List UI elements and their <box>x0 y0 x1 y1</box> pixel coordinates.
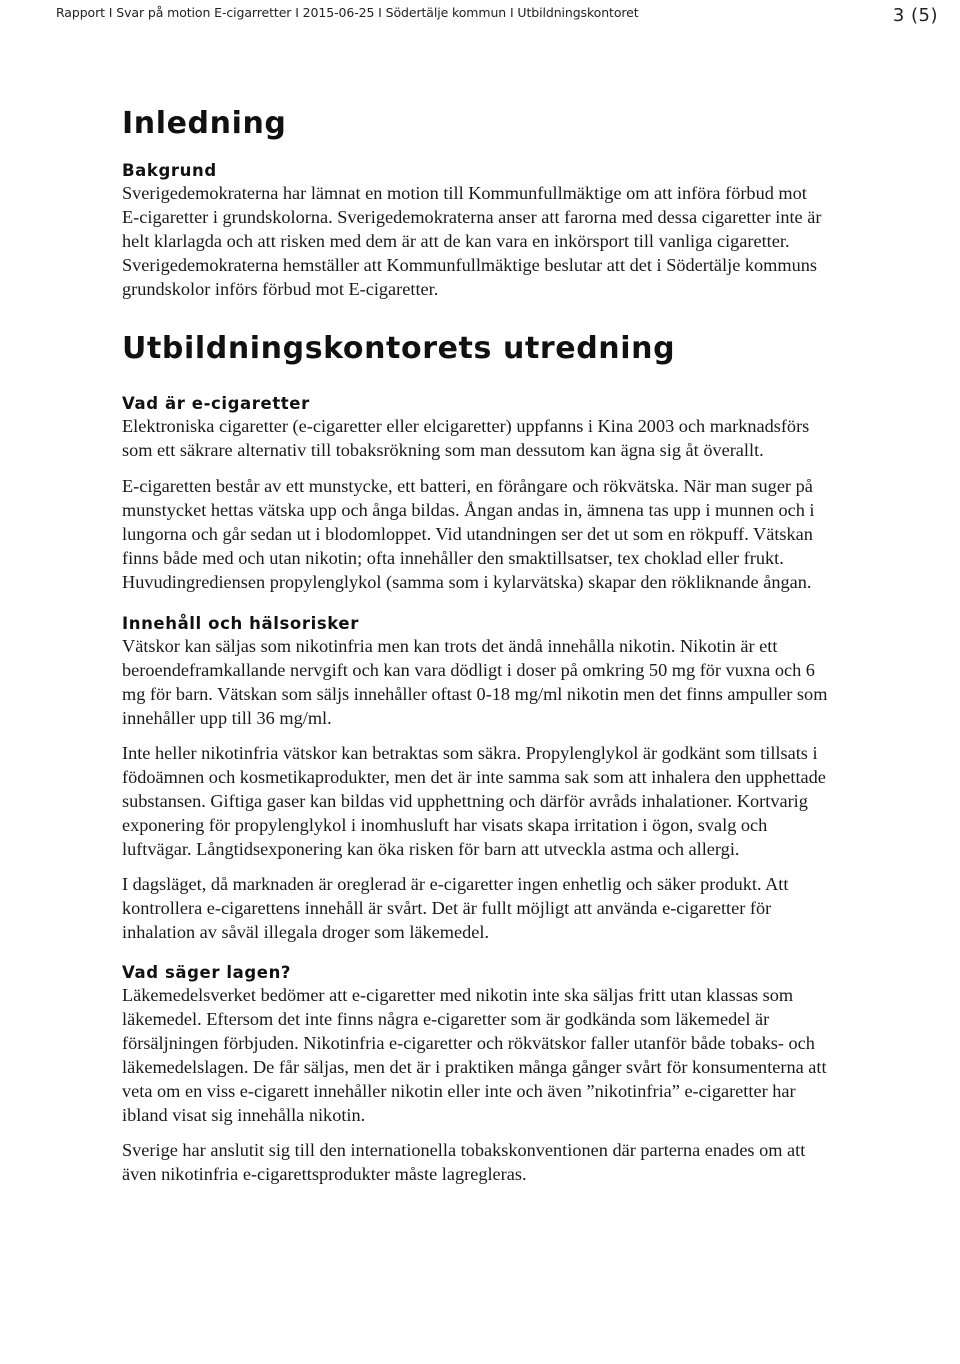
text-line: E-cigaretten består av ett munstycke, ett batteri, en förångare och rökvätska. När man suger på <box>122 476 813 496</box>
paragraph-innehall-2 <box>122 741 922 861</box>
text-line: kontrollera e-cigarettens innehåll är svårt. Det är fullt möjligt att använda e-cigaretter för <box>122 898 772 918</box>
paragraph-lagen-1 <box>122 983 922 1127</box>
text-line: Vätskor kan säljas som nikotinfria men kan trots det ändå innehålla nikotin. Nikotin är ett <box>122 636 778 656</box>
page-number: 3 (5) <box>892 5 938 26</box>
text-line: lungorna och går sedan ut i blodomloppet. Vid utandningen ser det ut som en rökpuff. Vätskan <box>122 524 813 544</box>
document-body <box>122 104 922 1186</box>
text-line: inhalation av såväl illegala droger som läkemedel. <box>122 922 490 942</box>
text-line: födoämnen och kosmetikaprodukter, men det är inte samma sak som att inhalera den upphettade <box>122 767 826 787</box>
heading-vad-ar-e-cigaretter: Vad är e-cigaretter <box>122 394 310 413</box>
heading-inledning: Inledning <box>122 106 287 141</box>
text-line: Sverigedemokraterna hemställer att Kommunfullmäktige beslutar att det i Södertälje kommuns <box>122 255 818 275</box>
heading-utredning: Utbildningskontorets utredning <box>122 331 676 366</box>
heading-innehall-och-halsorisker: Innehåll och hälsorisker <box>122 614 359 633</box>
text-line: veta om en viss e-cigarett innehåller nikotin eller inte och även ”nikotinfria” e-cigaretter har <box>122 1081 796 1101</box>
header-text: Rapport I Svar på motion E-cigarretter I 2015-06-25 I Södertälje kommun I Utbildningskontoret <box>56 5 639 20</box>
text-line: Läkemedelsverket bedömer att e-cigaretter med nikotin inte ska säljas fritt utan klassas som <box>122 985 794 1005</box>
paragraph-vad-ar-2 <box>122 474 922 594</box>
heading-vad-sager-lagen: Vad säger lagen? <box>122 963 292 982</box>
paragraph-bakgrund <box>122 181 922 301</box>
text-line: munstycket hettas vätska upp och ånga bildas. Ångan andas in, ämnena tas upp i munnen och i <box>122 500 815 520</box>
text-line: exponering för propylenglykol i inomhusluft har visats skapa irritation i ögon, svalg och <box>122 815 768 835</box>
text-line: substansen. Giftiga gaser kan bildas vid upphettning och därför avråds inhalationer. Kortvarig <box>122 791 808 811</box>
heading-bakgrund: Bakgrund <box>122 161 217 180</box>
text-line: E-cigaretter i grundskolorna. Sverigedemokraterna anser att farorna med dessa cigaretter inte är <box>122 207 822 227</box>
text-line: läkemedelslagen. De får säljas, men det är i praktiken många gånger svårt för konsumenterna att <box>122 1057 827 1077</box>
text-line: innehåller upp till 36 mg/ml. <box>122 708 332 728</box>
paragraph-innehall-3 <box>122 872 922 944</box>
paragraph-vad-ar-1 <box>122 414 922 462</box>
text-line: Huvudingrediensen propylenglykol (samma som i kylarvätska) skapar den rökliknande ångan. <box>122 572 812 592</box>
text-line: Sverigedemokraterna har lämnat en motion till Kommunfullmäktige om att införa förbud mot <box>122 183 807 203</box>
paragraph-lagen-2 <box>122 1138 922 1186</box>
text-line: I dagsläget, då marknaden är oreglerad är e-cigaretter ingen enhetlig och säker produkt. Att <box>122 874 789 894</box>
text-line: Sverige har anslutit sig till den internationella tobakskonventionen där parterna enades om att <box>122 1140 806 1160</box>
text-line: beroendeframkallande nervgift och kan vara dödligt i doser på omkring 50 mg för vuxna och 6 <box>122 660 815 680</box>
paragraph-innehall-1 <box>122 634 922 730</box>
text-line: helt klarlagda och att risken med dem är att de kan vara en inkörsport till vanliga cigaretter. <box>122 231 790 251</box>
text-line: Inte heller nikotinfria vätskor kan betraktas som säkra. Propylenglykol är godkänt som tillsats i <box>122 743 818 763</box>
text-line: luftvägar. Långtidsexponering kan öka risken för barn att utveckla astma och allergi. <box>122 839 740 859</box>
text-line: försäljningen förbjuden. Nikotinfria e-cigaretter och rökvätskor faller utanför både tobaks- och <box>122 1033 815 1053</box>
running-header <box>56 2 936 32</box>
text-line: även nikotinfria e-cigarettsprodukter måste lagregleras. <box>122 1164 527 1184</box>
text-line: grundskolor införs förbud mot E-cigaretter. <box>122 279 439 299</box>
text-line: mg för barn. Vätskan som säljs innehåller oftast 0-18 mg/ml nikotin men det finns ampuller som <box>122 684 828 704</box>
text-line: Elektroniska cigaretter (e-cigaretter eller elcigaretter) uppfanns i Kina 2003 och marknadsförs <box>122 416 810 436</box>
text-line: ibland visat sig innehålla nikotin. <box>122 1105 366 1125</box>
text-line: läkemedel. Eftersom det inte finns några e-cigaretter som är godkända som läkemedel är <box>122 1009 770 1029</box>
text-line: finns både med och utan nikotin; ofta innehåller den smaktillsatser, tex choklad eller frukt. <box>122 548 784 568</box>
text-line: som ett säkrare alternativ till tobaksrökning som man dessutom kan ägna sig åt överallt. <box>122 440 764 460</box>
